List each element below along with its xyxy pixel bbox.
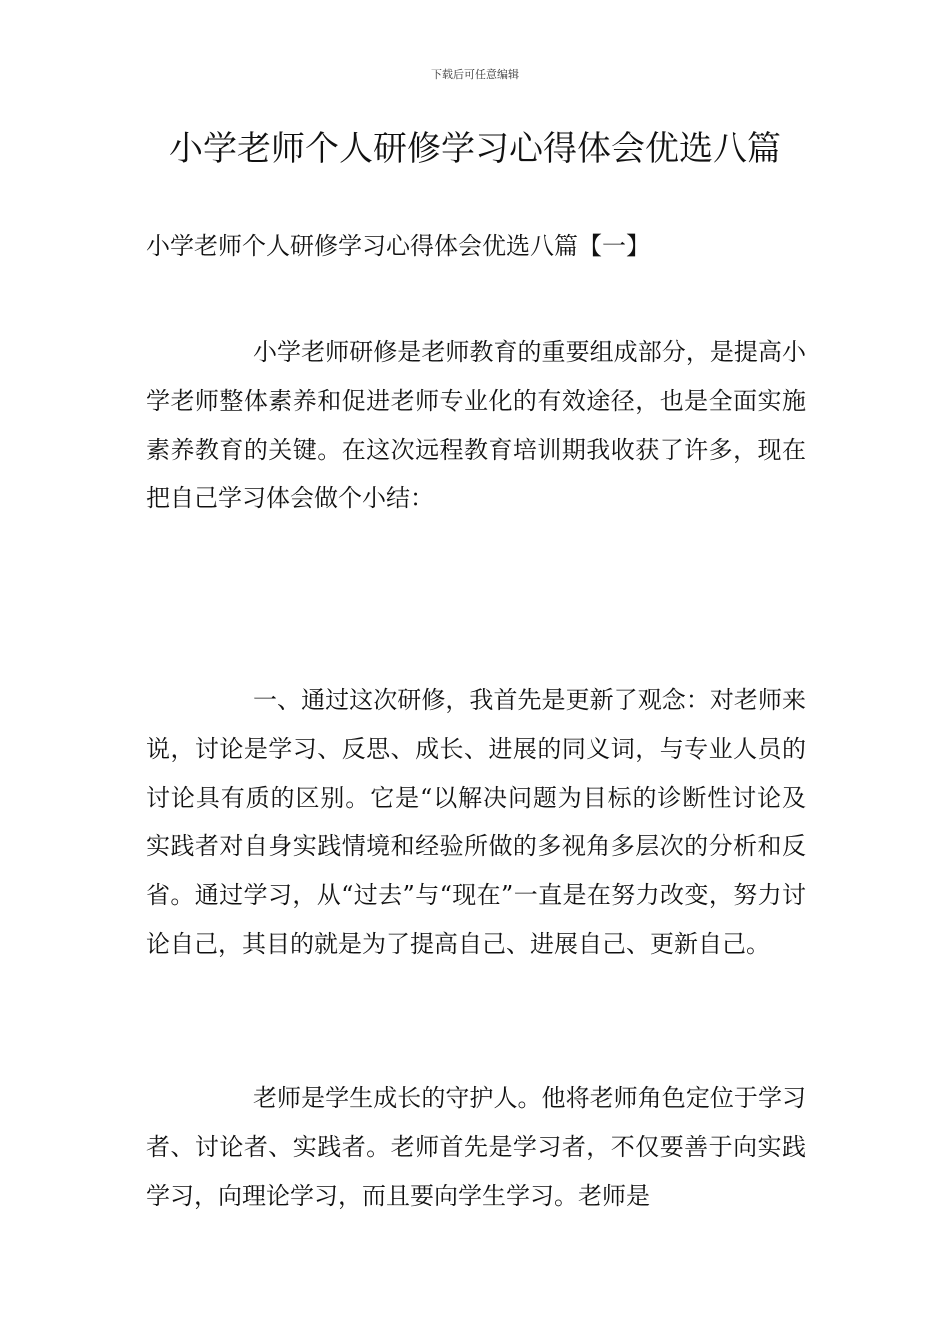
header-note: 下载后可任意编辑 <box>431 68 519 81</box>
paragraph-intro: 小学老师研修是老师教育的重要组成部分，是提高小学老师整体素养和促进老师专业化的有效途径，也是全面实施素养教育的关键。在这次远程教育培训期我收获了许多，现在把自己学习体会做个小结： <box>146 338 806 513</box>
paragraph-point-one: 一、通过这次研修，我首先是更新了观念：对老师来说，讨论是学习、反思、成长、进展的同义词，与专业人员的讨论具有质的区别。它是“以解决问题为目标的诊断性讨论及实践者对自身实践情境和经验所做的多视角多层次的分析和反省。通过学习，从“过去”与“现在”一直是在努力改变，努力讨论自己，其目的就是为了提高自己、进展自己、更新自己。 <box>146 686 806 958</box>
paragraph-teacher-role: 老师是学生成长的守护人。他将老师角色定位于学习者、讨论者、实践者。老师首先是学习者，不仅要善于向实践学习，向理论学习，而且要向学生学习。老师是 <box>146 1084 806 1210</box>
document-title: 小学老师个人研修学习心得体会优选八篇 <box>169 129 781 169</box>
section-heading: 小学老师个人研修学习心得体会优选八篇【一】 <box>146 232 650 260</box>
